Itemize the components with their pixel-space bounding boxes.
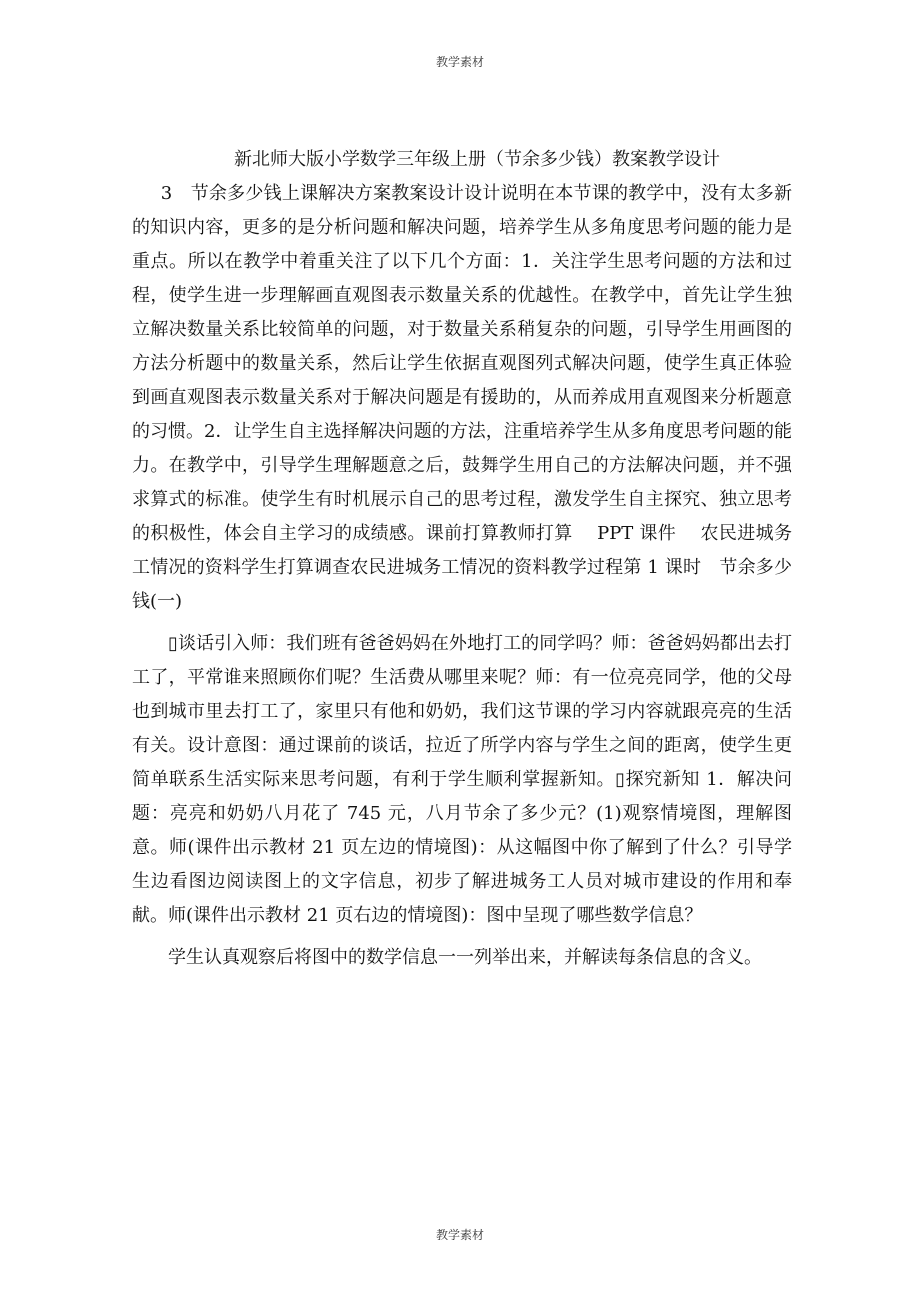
paragraph-observation: 学生认真观察后将图中的数学信息一一列举出来，并解读每条信息的含义。 (168, 947, 762, 968)
document-body (132, 143, 792, 975)
document-title: 新北师大版小学数学三年级上册（节余多少钱）教案教学设计 (234, 149, 720, 170)
paragraph-introduction: ▯谈话引入师：我们班有爸爸妈妈在外地打工的同学吗？师：爸爸妈妈都出去打工了，平常谁来照顾你们呢？生活费从哪里来呢？师：有一位亮亮同学，他的父母也到城市里去打工了，家里只有他和奶奶，我们这节课的学习内容就跟亮亮的生活有关。设计意图：通过课前的谈话，拉近了所学内容与学生之间的距离，使学生更简单联系生活实际来思考问题，有利于学生顺利掌握新知。▯探究新知 1．解决问题：亮亮和奶奶八月花了 745 元，八月节余了多少元？(1)观察情境图，理解图意。师(课件出示教材 21 页左边的情境图)：从这幅图中你了解到了什么？引导学生边看图边阅读图上的文字信息，初步了解进城务工人员对城市建设的作用和奉献。师(课件出示教材 21 页右边的情境图)：图中呈现了哪些数学信息？ (132, 633, 792, 926)
page-footer: 教学素材 (435, 1228, 484, 1242)
paragraph-gap (132, 619, 792, 627)
paragraph-design-notes: 3 节余多少钱上课解决方案教案设计设计说明在本节课的教学中，没有太多新的知识内容，更多的是分析问题和解决问题，培养学生从多角度思考问题的能力是重点。所以在教学中着重关注了以下几个方面：1．关注学生思考问题的方法和过程，使学生进一步理解画直观图表示数量关系的优越性。在教学中，首先让学生独立解决数量关系比较简单的问题，对于数量关系稍复杂的问题，引导学生用画图的方法分析题中的数量关系，然后让学生依据直观图列式解决问题，使学生真正体验到画直观图表示数量关系对于解决问题是有援助的，从而养成用直观图来分析题意的习惯。2．让学生自主选择解决问题的方法，注重培养学生从多角度思考问题的能力。在教学中，引导学生理解题意之后，鼓舞学生用自己的方法解决问题，并不强求算式的标准。使学生有时机展示自己的思考过程，激发学生自主探究、独立思考的积极性，体会自主学习的成绩感。课前打算教师打算 PPT 课件 农民进城务工情况的资料学生打算调查农民进城务工情况的资料教学过程第 1 课时 节余多少钱(一) (132, 183, 792, 612)
page-header: 教学素材 (435, 55, 484, 69)
paragraph-gap (132, 933, 792, 941)
